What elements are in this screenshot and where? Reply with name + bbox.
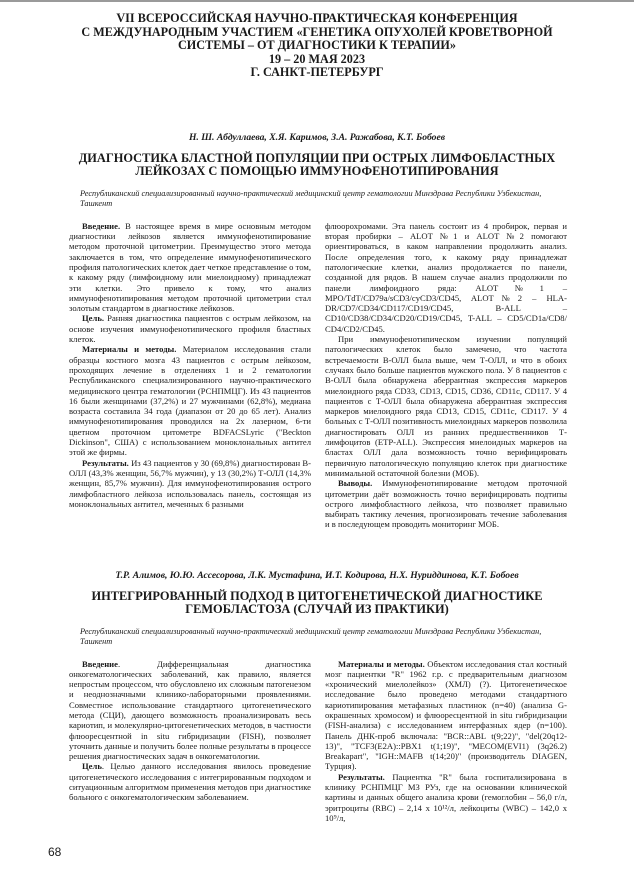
article2-right-column bbox=[325, 659, 567, 824]
paragraph bbox=[325, 772, 567, 823]
conference-city: Г. САНКТ-ПЕТЕРБУРГ bbox=[250, 65, 384, 80]
paragraph bbox=[69, 659, 311, 762]
paragraph bbox=[69, 313, 311, 344]
paragraph-lead: Результаты. bbox=[82, 457, 129, 468]
paragraph-text: В настоящее время в мире основным методом диагностики лейкозов является иммунофенотипирование методом проточной цитометрии. Преимущество этого метода заключается в том, что определение иммунофенотипического профиля патологических клеток дает четкое представление о том, к какому ряду (лимфоидному или миелоидному) принадлежат эти клетки. Это привело к тому, что анализ иммунофенотипирования методом проточной цитометрии стал золотым стандартом в диагностике лейкозов. bbox=[69, 220, 311, 314]
article2-title bbox=[40, 590, 594, 617]
paragraph bbox=[325, 334, 567, 478]
page-number: 68 bbox=[48, 845, 62, 860]
paragraph bbox=[325, 478, 567, 529]
paragraph-text: Ранняя диагностика пациентов с острым лейкозом, на основе изучения иммунофенотипического профиля бластных клеток. bbox=[69, 313, 311, 345]
article1-body bbox=[69, 221, 567, 530]
article2-authors: Т.Р. Алимов, Ю.Ю. Ассесорова, Л.К. Мустафина, И.Т. Кодирова, Н.Х. Нуриддинова, К.Т. Бобоев bbox=[115, 569, 519, 581]
paragraph-text: Из 43 пациентов у 30 (69,8%) диагностирован В-ОЛЛ (43,3% женщин, 56,7% мужчин), у 13 (30,2%) Т-ОЛЛ (14,3% женщин, 85,7% мужчин). Для иммунофенотипирования острого лимфобластного лейкоза использовалась панель, состоящая из моноклональных антител, меченных 6 разными bbox=[69, 457, 311, 509]
conference-dates: 19 – 20 МАЯ 2023 bbox=[268, 51, 366, 66]
paragraph bbox=[69, 221, 311, 314]
conference-line: СИСТЕМЫ – ОТ ДИАГНОСТИКИ К ТЕРАПИИ» bbox=[177, 38, 456, 53]
paragraph-text: Иммунофенотипирование методом проточной цитометрии даёт возможность точно верифицировать подтипы острого лимфобластного лейкоза, что позволяет правильно выбирать тактику лечения, прогнозировать течение заболевания и в последующем проводить мониторинг МОБ. bbox=[325, 478, 567, 530]
paragraph-lead: Введение. bbox=[82, 220, 121, 231]
article1-authors: Н. Ш. Абдуллаева, Х.Я. Каримов, З.А. Ражабова, К.Т. Бобоев bbox=[188, 131, 446, 143]
article1-right-column bbox=[325, 221, 567, 530]
paragraph-text: Объектом исследования стал костный мозг пациентки "R" 1962 г.р. с предварительным диагнозом «хронический миелолейкоз» (ХМЛ) (?). Цитогенетическое исследование было проведено методами стандартного кариотипирования метафазных пластинок (n=40) (анализа G-окрашенных хромосом) и флюоресцентной in situ гибридизации (FISH-анализа) с исследованием интерфазных ядер (n=100). Панель ДНК-проб включала: "BCR::ABL t(9;22)", "del(20q12-13)", "TCF3(E2A)::PBX1 t(1;19)", "MECOM(EVI1) (3q26.2) Breakapart", "IGH::MAFB t(14;20)" (производитель DIAGEN, Турция). bbox=[325, 658, 567, 772]
paragraph-lead: Материалы и методы. bbox=[82, 344, 177, 355]
article2-body bbox=[69, 659, 567, 824]
paragraph-lead: Цель. bbox=[82, 313, 105, 324]
conference-line: С МЕЖДУНАРОДНЫМ УЧАСТИЕМ «ГЕНЕТИКА ОПУХОЛЕЙ КРОВЕТВОРНОЙ bbox=[81, 24, 553, 39]
paragraph-text: . Дифференциальная диагностика онкогематологических заболеваний, как правило, является непростым процессом, что обусловлено их сложным патогенезом и неоднозначными клинико-лабораторными проявлениями. Совместное использование стандартного цитогенетического метода (СЦИ), дающего возможность проанализировать весь кариотип, и молекулярно-цитогенетических методов, в частности флюоресцентной in situ гибридизации (FISH), позволяет уточнить данные и получить более полные результаты в процессе решения диагностических задач в онкогематологии. bbox=[69, 658, 311, 762]
paragraph-text: Пациентка "R" была госпитализирована в клинику РСНПМЦГ МЗ РУз, где на основании клинической картины и данных общего анализа крови (гемоглобин – 56,0 г/л, эритроциты (RBC) – 2,14 x 10¹²/л, лейкоциты (WBC) – 142,0 x 10⁹/л, bbox=[325, 771, 567, 823]
paragraph-lead: Цель bbox=[82, 761, 102, 772]
page bbox=[0, 2, 634, 879]
title-line: ГЕМОБЛАСТОЗА (СЛУЧАЙ ИЗ ПРАКТИКИ) bbox=[185, 602, 449, 617]
paragraph-text: Материалом исследования стали образцы костного мозга 43 пациентов с острым лейкозом, проходящих лечение в отделениях 1 и 2 гематологии Республиканского специализированного научно-практического медицинского центра гематологии (РСНПМЦГ). Из 43 пациентов 16 были женщинами (37,2%) и 27 мужчинами (62,8%), медиана возраста составила 34 года (диапазон от 20 до 65 лет). Анализ иммунофенотипирования проводился на 2х лазерном, 6-ти цветном проточном цитометре BDFACSLyric ("Beckton Dickinson", США) с использованием моноклональных антител этой же фирмы. bbox=[69, 344, 311, 458]
paragraph bbox=[325, 659, 567, 772]
article1-affiliation: Республиканский специализированный научно-практический медицинский центр гематологии Минздрава Республики Узбекистан, Ташкент bbox=[80, 188, 542, 208]
paragraph-lead: Результаты. bbox=[338, 771, 385, 782]
conference-header bbox=[40, 12, 594, 80]
paragraph-text: . Целью данного исследования явилось проведение цитогенетического исследования с интегрированным подходом и ситуационным алгоритмом применения методов при диагностике больного с онкогематологическим заболеванием. bbox=[69, 761, 311, 803]
article2-left-column bbox=[69, 659, 311, 824]
paragraph-text: При иммунофенотипическом изучении популяций патологических клеток было замечено, что частота встречаемости В-ОЛЛ была выше, чем Т-ОЛЛ, и что в обоих случаях было больше пациентов мужского пола. У 8 пациентов с В-ОЛЛ была обнаружена аберрантная экспрессия маркеров миелоидного ряда CD33, CD13, CD15, CD36, CD11c, CD117. У 4 пациентов с Т-ОЛЛ была обнаружена аберрантная экспрессия маркеров миелоидного ряда CD13, CD15, CD11c, CD117. У 4 больных с Т-ОЛЛ позитивность миелоидных маркеров позволила диагностировать ОЛЛ из ранних предшественников Т-лимфоцитов (ETP-ALL). Экспрессия миелоидных маркеров на бластах ОЛЛ дала возможность точно верифицировать первичную патологическую популяцию клеток при диагностике минимальной остаточной болезни (МОБ). bbox=[325, 334, 567, 478]
paragraph-text: флюорохромами. Эта панель состоит из 4 пробирок, первая и вторая пробирки – ALOT №1 и ALOT №2 помогают ориентироваться, в каком направлении продолжить анализ. После определения того, к какому ряду принадлежат патологические клетки, анализ продолжается по панели, созданной для рядов. В нашем случае анализ продолжили по панели лимфоидного ряда: ALOT№1 – MPO/TdT/CD79a/sCD3/cyCD3/CD45, ALOT№2 – HLA-DR/CD7/CD34/CD117/CD19/CD45, B-ALL – CD10/CD38/CD34/CD20/CD19/CD45, T-ALL – CD5/CD1a/CD8/ CD4/CD2/CD45. bbox=[325, 220, 567, 334]
paragraph-lead: Введение bbox=[82, 658, 118, 669]
paragraph-lead: Материалы и методы. bbox=[338, 658, 425, 669]
conference-line: VII ВСЕРОССИЙСКАЯ НАУЧНО-ПРАКТИЧЕСКАЯ КОНФЕРЕНЦИЯ bbox=[116, 11, 518, 25]
paragraph bbox=[69, 761, 311, 802]
title-line: ДИАГНОСТИКА БЛАСТНОЙ ПОПУЛЯЦИИ ПРИ ОСТРЫХ ЛИМФОБЛАСТНЫХ bbox=[78, 150, 556, 165]
paragraph-lead: Выводы. bbox=[338, 478, 373, 489]
paragraph bbox=[69, 344, 311, 457]
article1-left-column bbox=[69, 221, 311, 530]
title-line: ИНТЕГРИРОВАННЫЙ ПОДХОД В ЦИТОГЕНЕТИЧЕСКОЙ ДИАГНОСТИКЕ bbox=[91, 588, 543, 603]
paragraph bbox=[69, 458, 311, 509]
article2-affiliation: Республиканский специализированный научно-практический медицинский центр гематологии Минздрава Республики Узбекистан, Ташкент bbox=[80, 626, 542, 646]
paragraph bbox=[325, 221, 567, 334]
title-line: ЛЕЙКОЗАХ С ПОМОЩЬЮ ИММУНОФЕНОТИПИРОВАНИЯ bbox=[135, 164, 499, 179]
article1-title bbox=[40, 152, 594, 179]
